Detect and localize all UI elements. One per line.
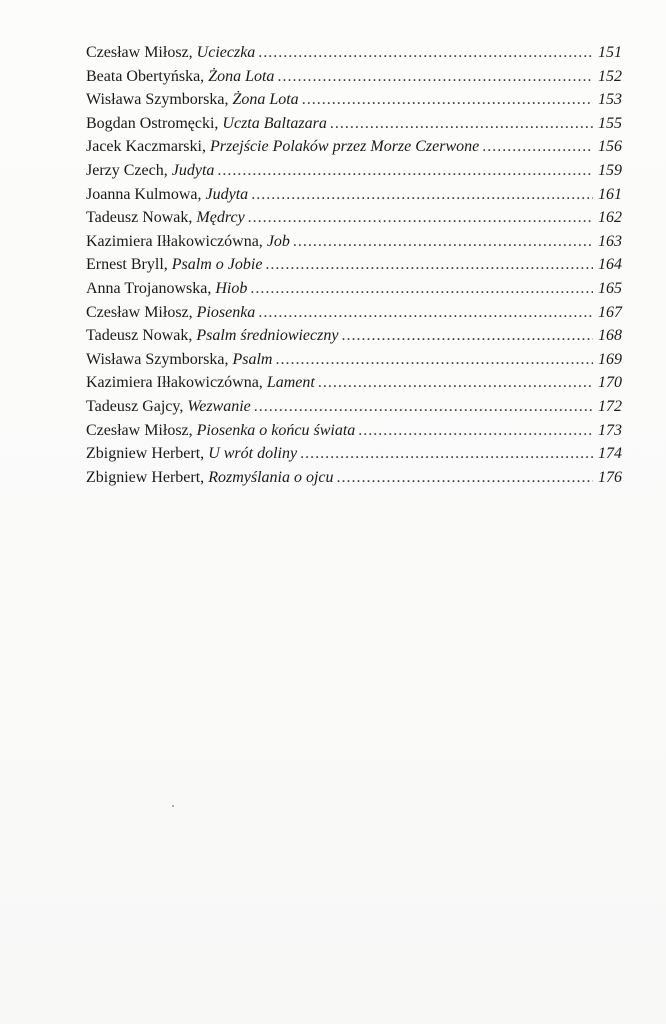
toc-author: Kazimiera Iłłakowiczówna, <box>86 232 263 250</box>
toc-page-number: 165 <box>598 279 622 297</box>
toc-dot-leader <box>300 445 593 463</box>
toc-title: Żona Lota <box>208 67 275 85</box>
toc-page-number: 173 <box>598 421 622 439</box>
toc-entry-text <box>86 351 272 369</box>
toc-dot-leader <box>358 422 593 440</box>
toc-entry-text <box>86 327 338 345</box>
toc-entry-text <box>86 186 248 204</box>
toc-title: Job <box>266 232 290 250</box>
toc-author: Ernest Bryll, <box>86 256 168 274</box>
toc-title: Uczta Baltazara <box>222 114 327 132</box>
toc-author: Beata Obertyńska, <box>86 67 205 85</box>
toc-page-number: 168 <box>598 327 622 345</box>
toc-title: Psalm o Jobie <box>171 256 263 274</box>
toc-author: Bogdan Ostromęcki, <box>86 114 219 132</box>
toc-entry <box>86 162 622 186</box>
toc-entry <box>86 256 622 280</box>
toc-page-number: 167 <box>598 303 622 321</box>
toc-entry <box>86 91 622 115</box>
toc-title: Piosenka <box>196 303 256 321</box>
toc-title: Piosenka o końcu świata <box>196 421 356 439</box>
toc-dot-leader <box>337 469 593 487</box>
toc-author: Czesław Miłosz, <box>86 421 193 439</box>
toc-author: Tadeusz Nowak, <box>86 209 193 227</box>
toc-dot-leader <box>251 186 593 204</box>
toc-author: Jerzy Czech, <box>86 161 168 179</box>
toc-page-number: 164 <box>598 256 622 274</box>
toc-title: U wrót doliny <box>208 445 298 463</box>
toc-title: Mędrcy <box>196 209 245 227</box>
toc-author: Tadeusz Nowak, <box>86 327 193 345</box>
toc-dot-leader <box>482 138 593 156</box>
toc-title: Judyta <box>205 185 249 203</box>
toc-title: Hiob <box>215 279 248 297</box>
toc-entry <box>86 280 622 304</box>
paper-speck <box>172 805 174 807</box>
toc-entry <box>86 422 622 446</box>
toc-author: Wisława Szymborska, <box>86 91 229 109</box>
toc-dot-leader <box>293 233 593 251</box>
toc-author: Tadeusz Gajcy, <box>86 397 184 415</box>
toc-page-number: 162 <box>598 209 622 227</box>
toc-author: Joanna Kulmowa, <box>86 185 202 203</box>
toc-entry-text <box>86 469 334 487</box>
toc-entry <box>86 233 622 257</box>
toc-page-number: 152 <box>598 67 622 85</box>
toc-dot-leader <box>318 374 593 392</box>
toc-page-number: 170 <box>598 374 622 392</box>
toc-entry-text <box>86 304 255 322</box>
toc-entry-text <box>86 68 274 86</box>
toc-page-number: 155 <box>598 114 622 132</box>
toc-page-number: 159 <box>598 161 622 179</box>
toc-title: Judyta <box>171 161 215 179</box>
toc-entry <box>86 398 622 422</box>
toc-entry <box>86 327 622 351</box>
toc-entry-text <box>86 209 245 227</box>
table-of-contents <box>86 44 622 492</box>
toc-entry <box>86 68 622 92</box>
toc-page-number: 153 <box>598 91 622 109</box>
toc-entry-text <box>86 233 290 251</box>
toc-entry <box>86 469 622 493</box>
toc-dot-leader <box>258 44 593 62</box>
toc-author: Czesław Miłosz, <box>86 44 193 61</box>
toc-title: Żona Lota <box>232 91 299 109</box>
toc-dot-leader <box>341 327 593 345</box>
toc-title: Przejście Polaków przez Morze Czerwone <box>209 138 480 156</box>
toc-dot-leader <box>302 91 593 109</box>
toc-dot-leader <box>265 256 593 274</box>
toc-dot-leader <box>254 398 593 416</box>
toc-entry <box>86 351 622 375</box>
toc-entry <box>86 374 622 398</box>
toc-page-number: 174 <box>598 445 622 463</box>
toc-entry <box>86 138 622 162</box>
toc-entry-text <box>86 374 315 392</box>
toc-author: Kazimiera Iłłakowiczówna, <box>86 374 263 392</box>
toc-title: Lament <box>266 374 315 392</box>
toc-author: Anna Trojanowska, <box>86 279 212 297</box>
toc-author: Zbigniew Herbert, <box>86 445 205 463</box>
toc-page-number: 161 <box>598 185 622 203</box>
paper-speck <box>380 222 381 223</box>
toc-entry-text <box>86 445 297 463</box>
toc-page-number: 156 <box>598 138 622 156</box>
toc-dot-leader <box>330 115 593 133</box>
toc-author: Jacek Kaczmarski, <box>86 138 206 156</box>
toc-page-number: 163 <box>598 232 622 250</box>
toc-entry-text <box>86 422 355 440</box>
toc-dot-leader <box>258 304 593 322</box>
toc-dot-leader <box>250 280 593 298</box>
toc-author: Czesław Miłosz, <box>86 303 193 321</box>
toc-title: Psalm średniowieczny <box>196 327 339 345</box>
toc-title: Wezwanie <box>187 397 251 415</box>
toc-page-number: 151 <box>598 44 622 61</box>
toc-title: Psalm <box>232 350 273 368</box>
toc-entry <box>86 304 622 328</box>
toc-entry-text <box>86 256 262 274</box>
toc-page-number: 169 <box>598 350 622 368</box>
toc-entry-text <box>86 138 479 156</box>
toc-entry <box>86 209 622 233</box>
toc-entry <box>86 445 622 469</box>
toc-author: Zbigniew Herbert, <box>86 468 205 486</box>
toc-entry-text <box>86 115 327 133</box>
toc-author: Wisława Szymborska, <box>86 350 229 368</box>
toc-title: Ucieczka <box>196 44 256 61</box>
toc-title: Rozmyślania o ojcu <box>208 468 334 486</box>
toc-dot-leader <box>217 162 593 180</box>
toc-entry <box>86 115 622 139</box>
toc-page-number: 172 <box>598 397 622 415</box>
toc-entry-text <box>86 398 251 416</box>
toc-entry-text <box>86 91 299 109</box>
toc-entry-text <box>86 280 247 298</box>
toc-dot-leader <box>275 351 593 369</box>
toc-page-number: 176 <box>598 468 622 486</box>
toc-entry <box>86 186 622 210</box>
toc-entry-text <box>86 162 214 180</box>
toc-entry-text <box>86 44 255 62</box>
toc-entry <box>86 44 622 68</box>
toc-dot-leader <box>248 209 593 227</box>
toc-dot-leader <box>277 68 593 86</box>
